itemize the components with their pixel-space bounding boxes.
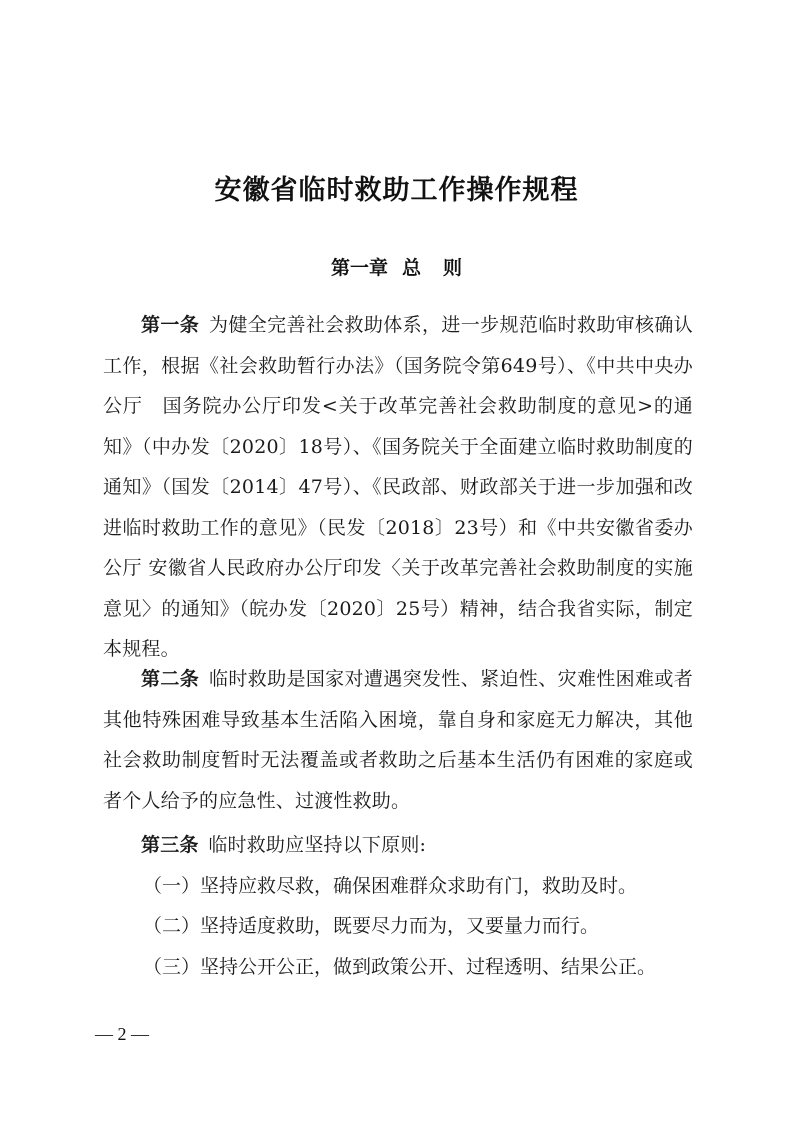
chapter-heading <box>0 253 793 280</box>
article-1 <box>103 305 693 670</box>
chapter-name-part2: 则 <box>443 257 463 279</box>
article-1-text: 为健全完善社会救助体系，进一步规范临时救助审核确认工作，根据《社会救助暂行办法》（国务院令第649号）、《中共中央办公厅 国务院办公厅印发<关于改革完善社会救助制度的意见>的通知》（中办发〔2020〕18号）、《国务院关于全面建立临时救助制度的通知》（国发〔2014〕47号）、《民政部、财政部关于进一步加强和改进临时救助工作的意见》（民发〔2018〕23号）和《中共安徽省委办公厅 安徽省人民政府办公厅印发〈关于改革完善社会救助制度的实施意见〉的通知》（皖办发〔2020〕25号）精神，结合我省实际，制定本规程。 <box>103 314 693 660</box>
article-3-text: 临时救助应坚持以下原则: <box>208 834 427 856</box>
page-number: — 2 — <box>95 1024 149 1044</box>
article-1-lead: 第一条 <box>141 314 200 336</box>
article-3 <box>103 825 693 866</box>
chapter-name-part1: 总 <box>401 257 421 279</box>
principle-item-3: （三）坚持公开公正，做到政策公开、过程透明、结果公正。 <box>143 956 657 978</box>
chapter-number: 第一章 <box>330 257 388 279</box>
principle-item-2: （二）坚持适度救助，既要尽力而为，又要量力而行。 <box>143 915 600 937</box>
article-2-text: 临时救助是国家对遭遇突发性、紧迫性、灾难性困难或者其他特殊困难导致基本生活陷入困境，靠自身和家庭无力解决，其他社会救助制度暂时无法覆盖或者救助之后基本生活仍有困难的家庭或者个人给予的应急性、过渡性救助。 <box>103 668 693 812</box>
article-2-lead: 第二条 <box>141 668 200 690</box>
article-3-lead: 第三条 <box>141 834 199 856</box>
document-title: 安徽省临时救助工作操作规程 <box>214 175 579 206</box>
principle-item-1: （一）坚持应救尽救，确保困难群众求助有门，救助及时。 <box>143 875 638 897</box>
article-2 <box>103 659 693 821</box>
